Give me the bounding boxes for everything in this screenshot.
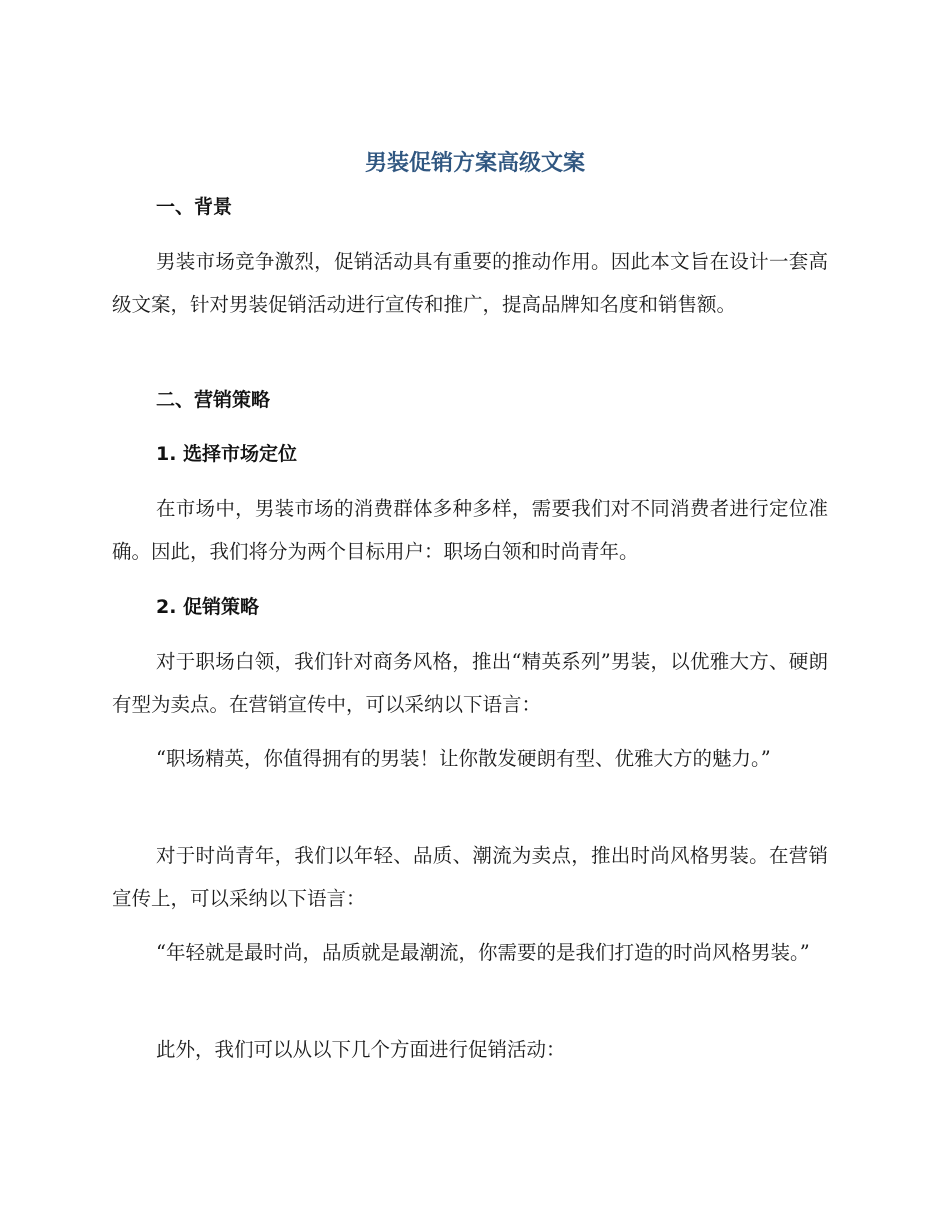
paragraph-promotion-activities: 此外，我们可以从以下几个方面进行促销活动： bbox=[156, 1038, 566, 1061]
section-heading-marketing-strategy: 二、营销策略 bbox=[156, 389, 271, 411]
subheading-promotion-strategy: 2. 促销策略 bbox=[156, 596, 260, 618]
quote-fashion-youth-slogan: “年轻就是最时尚，品质就是最潮流，你需要的是我们打造的时尚风格男装。” bbox=[156, 941, 810, 964]
subheading-market-positioning: 1. 选择市场定位 bbox=[156, 443, 298, 465]
document-title: 男装促销方案高级文案 bbox=[364, 151, 585, 176]
paragraph-fashion-youth: 对于时尚青年，我们以年轻、品质、潮流为卖点，推出时尚风格男装。在营销宣传上，可以采纳以下语言： bbox=[112, 844, 828, 910]
paragraph-background: 男装市场竞争激烈，促销活动具有重要的推动作用。因此本文旨在设计一套高级文案，针对男装促销活动进行宣传和推广，提高品牌知名度和销售额。 bbox=[112, 250, 828, 316]
section-heading-background: 一、背景 bbox=[156, 196, 233, 218]
paragraph-white-collar: 对于职场白领，我们针对商务风格，推出“精英系列”男装，以优雅大方、硬朗有型为卖点。在营销宣传中，可以采纳以下语言： bbox=[112, 650, 828, 716]
paragraph-market-positioning: 在市场中，男装市场的消费群体多种多样，需要我们对不同消费者进行定位准确。因此，我们将分为两个目标用户：职场白领和时尚青年。 bbox=[112, 497, 828, 563]
quote-white-collar-slogan: “职场精英，你值得拥有的男装！让你散发硬朗有型、优雅大方的魅力。” bbox=[156, 747, 771, 770]
